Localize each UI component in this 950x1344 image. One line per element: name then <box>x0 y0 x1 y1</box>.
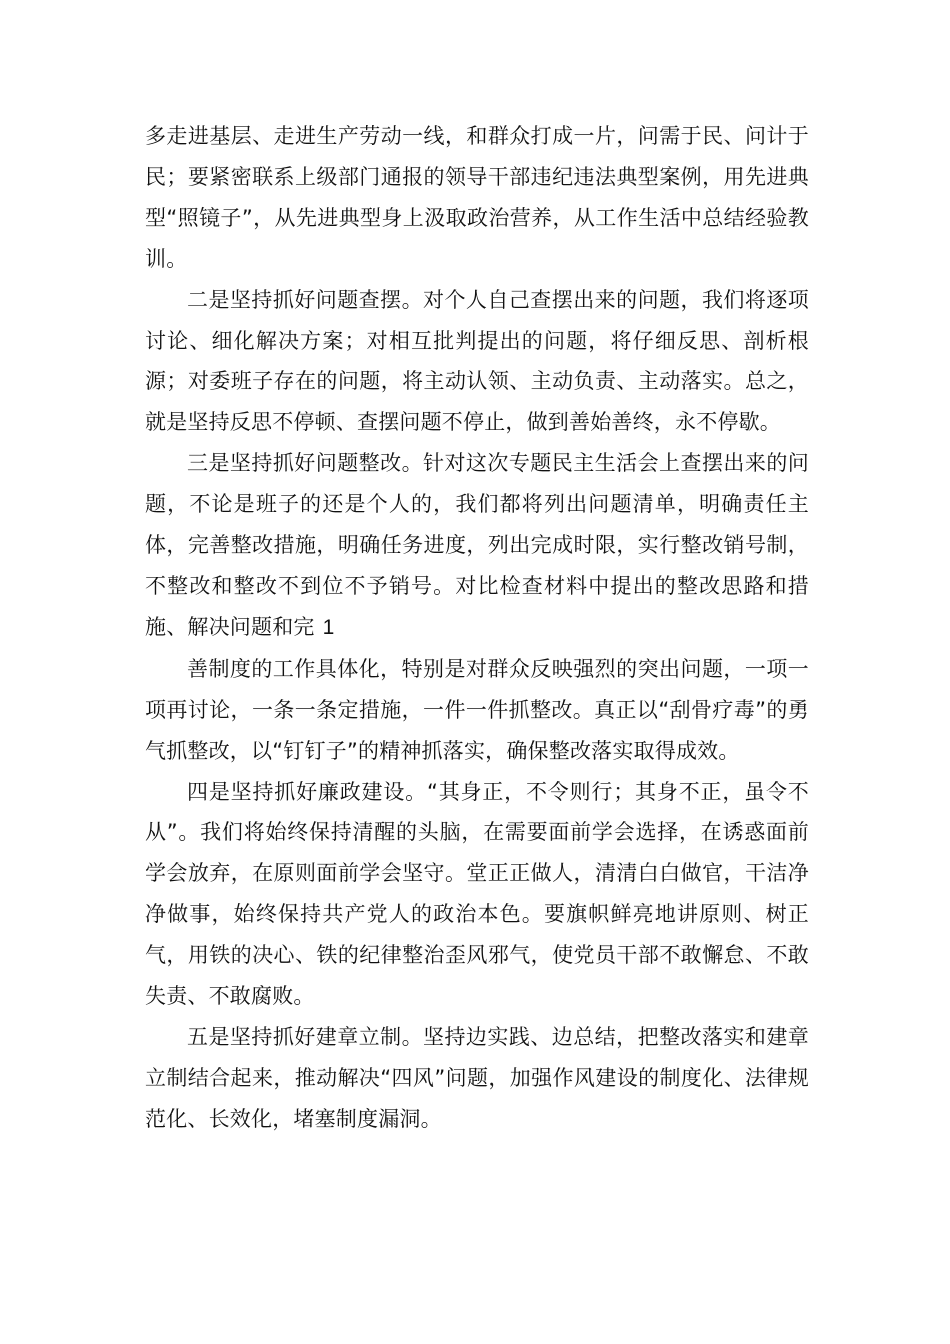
paragraph-6-text: 五是坚持抓好建章立制。坚持边实践、边总结，把整改落实和建章立制结合起来，推动解决“四风”问题，加强作风建设的制度化、法律规范化、长效化，堵塞制度漏洞。 <box>145 1024 809 1131</box>
paragraph-4 <box>145 649 809 772</box>
paragraph-3 <box>145 443 809 649</box>
paragraph-2-text: 二是坚持抓好问题查摆。对个人自己查摆出来的问题，我们将逐项讨论、细化解决方案；对相互批判提出的问题，将仔细反思、剖析根源；对委班子存在的问题，将主动认领、主动负责、主动落实。总之，就是坚持反思不停顿、查摆问题不停止，做到善始善终，永不停歇。 <box>145 287 809 435</box>
document-body <box>145 116 809 1140</box>
paragraph-1-text: 多走进基层、走进生产劳动一线，和群众打成一片，问需于民、问计于民；要紧密联系上级部门通报的领导干部违纪违法典型案例，用先进典型“照镜子”，从先进典型身上汲取政治营养，从工作生活中总结经验教训。 <box>145 124 809 271</box>
paragraph-3-text: 三是坚持抓好问题整改。针对这次专题民主生活会上查摆出来的问题，不论是班子的还是个人的，我们都将列出问题清单，明确责任主体，完善整改措施，明确任务进度，列出完成时限，实行整改销号制，不整改和整改不到位不予销号。对比检查材料中提出的整改思路和措施、解决问题和完 <box>145 451 809 639</box>
paragraph-5 <box>145 772 809 1017</box>
paragraph-2 <box>145 280 809 444</box>
paragraph-1 <box>145 116 809 280</box>
paragraph-5-text: 四是坚持抓好廉政建设。“其身正，不令则行；其身不正，虽令不从”。我们将始终保持清醒的头脑，在需要面前学会选择，在诱惑面前学会放弃，在原则面前学会坚守。堂正正做人，清清白白做官，干洁净净做事，始终保持共产党人的政治本色。要旗帜鲜亮地讲原则、树正气，用铁的决心、铁的纪律整治歪风邪气，使党员干部不敢懈怠、不敢失责、不敢腐败。 <box>145 779 809 1009</box>
paragraph-6 <box>145 1017 809 1140</box>
paragraph-4-text: 善制度的工作具体化，特别是对群众反映强烈的突出问题，一项一项再讨论，一条一条定措施，一件一件抓整改。真正以“刮骨疗毒”的勇气抓整改，以“钉钉子”的精神抓落实，确保整改落实取得成效。 <box>145 656 809 763</box>
page-number: 1 <box>322 615 335 639</box>
